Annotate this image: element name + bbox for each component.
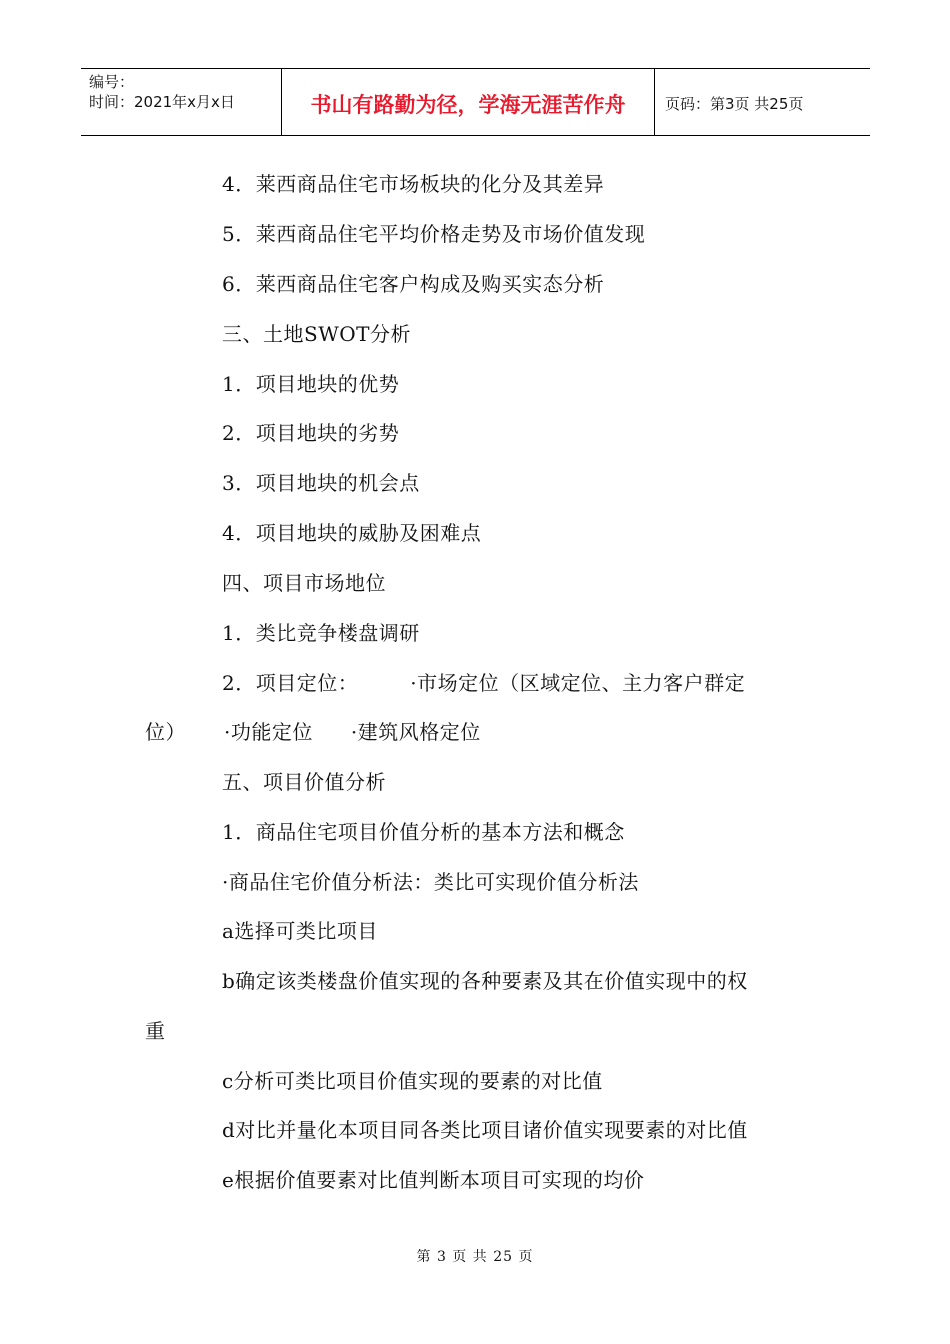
outline-item: 1．商品住宅项目价值分析的基本方法和概念 bbox=[222, 820, 625, 844]
outline-item: 5．莱西商品住宅平均价格走势及市场价值发现 bbox=[222, 222, 646, 246]
outline-item: c分析可类比项目价值实现的要素的对比值 bbox=[222, 1069, 603, 1093]
doc-time-label: 时间：2021年x月x日 bbox=[89, 93, 235, 111]
outline-item: e根据价值要素对比值判断本项目可实现的均价 bbox=[222, 1168, 645, 1192]
header-motto: 书山有路勤为径，学海无涯苦作舟 bbox=[282, 69, 655, 135]
outline-item: 4．项目地块的威胁及困难点 bbox=[222, 521, 482, 545]
outline-item: 3．项目地块的机会点 bbox=[222, 471, 420, 495]
positioning-wrap-text: 位） bbox=[145, 720, 186, 744]
outline-item: ·商品住宅价值分析法：类比可实现价值分析法 bbox=[222, 870, 639, 894]
positioning-prefix: 2．项目定位： bbox=[222, 671, 359, 695]
outline-item: d对比并量化本项目同各类比项目诸价值实现要素的对比值 bbox=[222, 1118, 748, 1142]
outline-item: 1．类比竞争楼盘调研 bbox=[222, 621, 420, 645]
outline-item: b确定该类楼盘价值实现的各种要素及其在价值实现中的权 bbox=[222, 969, 748, 993]
positioning-function: ·功能定位 bbox=[224, 720, 313, 744]
section-heading: 四、项目市场地位 bbox=[222, 571, 386, 595]
page-footer: 第 3 页 共 25 页 bbox=[416, 1249, 534, 1265]
positioning-line-wrap bbox=[145, 718, 481, 746]
section-heading: 五、项目价值分析 bbox=[222, 770, 386, 794]
page-header bbox=[81, 68, 870, 136]
section-heading: 三、土地SWOT分析 bbox=[222, 322, 411, 346]
outline-item: 4．莱西商品住宅市场板块的化分及其差异 bbox=[222, 172, 605, 196]
positioning-market: ·市场定位（区域定位、主力客户群定 bbox=[410, 671, 746, 695]
outline-item: a选择可类比项目 bbox=[222, 919, 378, 943]
outline-item: 2．项目地块的劣势 bbox=[222, 421, 400, 445]
outline-item: 1．项目地块的优势 bbox=[222, 372, 400, 396]
header-page-number: 页码：第3页 共25页 bbox=[665, 95, 804, 113]
doc-number-label: 编号： bbox=[89, 73, 135, 91]
positioning-architecture: ·建筑风格定位 bbox=[350, 720, 481, 744]
outline-item: 6．莱西商品住宅客户构成及购买实态分析 bbox=[222, 272, 605, 296]
outline-item-wrap: 重 bbox=[145, 1019, 166, 1043]
header-meta bbox=[81, 69, 282, 135]
positioning-line bbox=[222, 669, 745, 697]
